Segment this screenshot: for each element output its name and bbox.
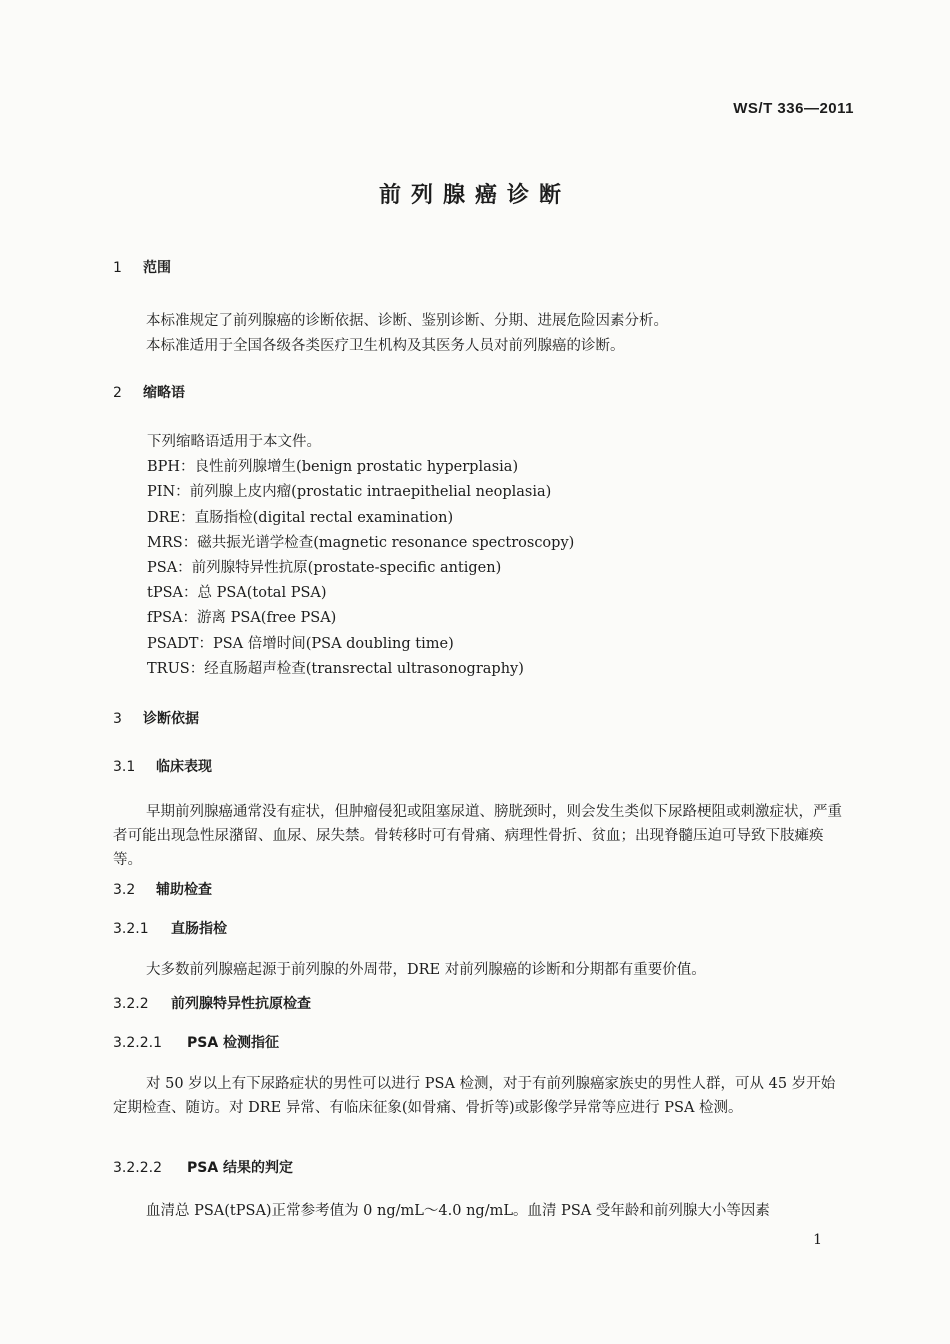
abbreviation-item: PIN：前列腺上皮内瘤(prostatic intraepithelial neoplasia) [147,484,552,501]
section-title: 前列腺特异性抗原检查 [171,996,311,1012]
section-number: 3.2 [113,882,136,898]
abbreviation-list [147,430,574,682]
abbreviation-item: MRS：磁共振光谱学检查(magnetic resonance spectroscopy) [147,534,575,551]
section-3-2-2-1-heading [113,1032,279,1052]
abbreviation-item: fPSA：游离 PSA(free PSA) [147,610,337,627]
page-number: 1 [813,1232,822,1248]
section-3-2-2-1-text: 对 50 岁以上有下尿路症状的男性可以进行 PSA 检测，对于有前列腺癌家族史的男性人群，可从 45 岁开始定期检查、随访。对 DRE 异常、有临床征象(如骨痛、骨折等)或影像学异常等应进行 PSA 检测。 [113,1076,836,1116]
section-title: 缩略语 [143,385,185,401]
section-1-line-1: 本标准规定了前列腺癌的诊断依据、诊断、鉴别诊断、分期、进展危险因素分析。 [146,313,668,329]
abbreviation-item: BPH：良性前列腺增生(benign prostatic hyperplasia) [147,459,519,476]
abbreviation-item: TRUS：经直肠超声检查(transrectal ultrasonography) [147,660,524,677]
abbreviation-intro: 下列缩略语适用于本文件。 [147,434,321,450]
section-3-1-heading [113,756,212,776]
section-number: 3.2.1 [113,921,149,937]
section-3-heading [113,708,199,728]
section-number: 3.2.2.1 [113,1035,162,1051]
section-title: PSA 结果的判定 [187,1160,294,1176]
abbreviation-item: PSA：前列腺特异性抗原(prostate-specific antigen) [147,560,502,577]
abbreviation-item: tPSA：总 PSA(total PSA) [147,585,327,602]
section-title: 诊断依据 [143,711,199,727]
section-number: 3.2.2.2 [113,1160,162,1176]
section-1-heading [113,257,171,277]
section-3-2-2-2-text: 血清总 PSA(tPSA)正常参考值为 0 ng/mL～4.0 ng/mL。血清 PSA 受年龄和前列腺大小等因素 [146,1203,770,1219]
abbreviation-item: DRE：直肠指检(digital rectal examination) [147,509,454,526]
section-number: 3.2.2 [113,996,149,1012]
section-title: 直肠指检 [171,921,227,937]
section-number: 2 [113,385,122,401]
section-3-2-1-heading [113,918,227,938]
abbreviation-item: PSADT：PSA 倍增时间(PSA doubling time) [147,635,454,652]
section-1-line-2: 本标准适用于全国各级各类医疗卫生机构及其医务人员对前列腺癌的诊断。 [146,338,625,354]
section-3-2-2-heading [113,993,311,1013]
section-title: PSA 检测指征 [187,1035,280,1051]
section-3-2-2-2-heading [113,1157,293,1177]
section-number: 3.1 [113,759,136,775]
section-title: 辅助检查 [156,882,212,898]
standard-code: WS/T 336—2011 [733,100,854,117]
section-3-2-1-text: 大多数前列腺癌起源于前列腺的外周带，DRE 对前列腺癌的诊断和分期都有重要价值。 [146,962,706,978]
section-number: 1 [113,260,122,276]
section-3-1-text: 早期前列腺癌通常没有症状，但肿瘤侵犯或阻塞尿道、膀胱颈时，则会发生类似下尿路梗阻或刺激症状，严重者可能出现急性尿潴留、血尿、尿失禁。骨转移时可有骨痛、病理性骨折、贫血；出现脊髓压迫可导致下肢瘫痪等。 [113,804,842,868]
section-2-heading [113,382,185,402]
section-title: 临床表现 [156,759,212,775]
document-title: 前列腺癌诊断 [378,183,571,208]
section-title: 范围 [143,260,171,276]
section-number: 3 [113,711,122,727]
section-3-2-heading [113,879,212,899]
